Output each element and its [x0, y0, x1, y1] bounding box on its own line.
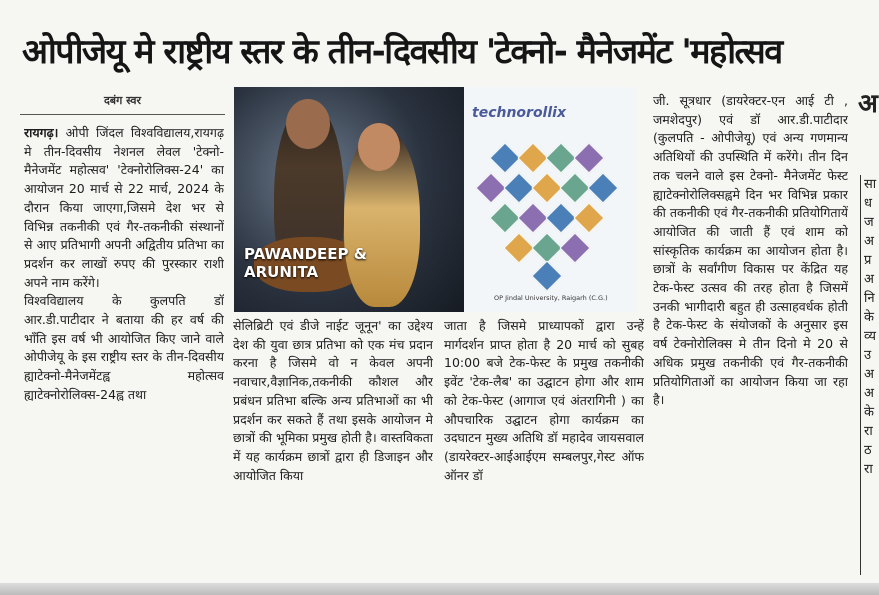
column-1-text: ओपी जिंदल विश्वविद्यालय,रायगढ़ मे तीन-दिवसीय नेशनल लेवल 'टेक्नो-मैनेजमेंट महोत्सव' 'टेक्नोरोलिक्स-24' का आयोजन 20 मार्च से 22 मार्च, 2024 के दौरान किया जाएगा,जिसमे देश भर से विभिन्न तकनीकी एवं गैर-तकनीकी संस्थानों से आए प्रतिभागी अपनी अद्वितीय प्रतिभा का प्रदर्शन कर लाखों रुपए की पुरस्कार राशी अपने नाम करेंगे। विश्वविद्यालय के कुलपति डॉ आर.डी.पाटीदार ने बताया की हर वर्ष की भाँति इस वर्ष भी आयोजित किए जाने वाले ओपीजेयू के इस राष्ट्रीय स्तर के तीन-दिवसीय ह्याटेक्नो-मैनेजमेंटह्व महोत्सव ह्याटेक्नोरोलिक्स-24ह्व तथा [24, 125, 224, 402]
poster-tile [475, 172, 506, 203]
poster-tile [573, 142, 604, 173]
article-column-1 [24, 124, 224, 574]
technorollix-poster [464, 87, 638, 312]
performer-female-head [358, 123, 400, 171]
byline: दबंग स्वर [103, 94, 142, 107]
name-tag-line-2: ARUNITA [244, 263, 319, 281]
headline: ओपीजेयू मे राष्ट्रीय स्तर के तीन-दिवसीय 'टेक्नो- मैनेजमेंट 'महोत्सव [22, 32, 782, 72]
adjacent-article-edge-column: सा ध ज अ प्र अ नि के व्य उ अ अ के रा ठ रा [860, 175, 879, 575]
event-photo [234, 87, 638, 312]
article-column-4: जी. सूत्रधार (डायरेक्टर-एन आई टी , जमशेदपुर) एवं डॉ आर.डी.पाटीदार (कुलपति - ओपीजेयू) एवं अन्य गणमान्य अतिथियों की उपस्थिति में करेंगे। तीन दिन तक चलने वाले इस टेक्नो- मैनेजमेंट फेस्ट ह्याटेक्नोरोलिक्सह्वमे दिन भर विभिन्न प्रकार की तकनीकी एवं गैर-तकनीकी प्रतियोगितायें आयोजित की जाती हैं एवं शाम को सांस्कृतिक कार्यक्रम का आयोजन होता है। छात्रों के सर्वांगीण विकास पर केंद्रित यह टेक-फेस्ट उत्सव की तरह होता है जिसमें उनकी भागीदारी बहुत ही उत्साहवर्धक होती है टेक-फेस्ट के संयोजकों के अनुसार इस वर्ष टेक्नोरोलिक्स मे तीन दिनो मे 20 से अधिक प्रमुख तकनीकी एवं गैर-तकनीकी प्रतियोगिताओं का आयोजन किया जा रहा है। [653, 93, 848, 408]
performer-male-head [286, 99, 330, 149]
poster-tile [559, 172, 590, 203]
poster-logo: technorollix [472, 105, 566, 121]
poster-tile [559, 232, 590, 263]
article-column-2: सेलिब्रिटी एवं डीजे नाईट जूनून' का उद्देश्य देश की युवा छात्र प्रतिभा को एक मंच प्रदान करना है जिसमे वो न केवल अपनी नवाचार,वैज्ञानिक,तकनीकी कौशल और प्रबंधन प्रतिभा बल्कि अन्य प्रतिभाओं का भी प्रदर्शन कर सकते हैं तथा इसके आयोजन मे छात्रों की भूमिका प्रमुख होती है। वास्तविकता में यह कार्यक्रम छात्रों द्वारा ही डिजाइन और आयोजित किया [233, 318, 433, 483]
poster-tile [531, 260, 562, 291]
dateline: रायगढ़। [24, 125, 59, 140]
concert-stage-image [234, 87, 464, 312]
name-tag-line-1: PAWANDEEP & [244, 245, 367, 263]
poster-footer: OP Jindal University, Raigarh (C.G.) [494, 294, 608, 302]
clipped-next-article-strip [0, 583, 879, 595]
adjacent-article-fragment: अ [858, 89, 878, 119]
poster-tile [503, 172, 534, 203]
poster-tile [517, 142, 548, 173]
poster-tile [587, 172, 618, 203]
poster-tile [545, 142, 576, 173]
poster-tile [545, 202, 576, 233]
clipped-previous-article-strip [0, 0, 879, 8]
poster-tile [489, 142, 520, 173]
poster-tile [531, 172, 562, 203]
poster-tile [531, 232, 562, 263]
poster-tile [503, 232, 534, 263]
poster-tile [573, 202, 604, 233]
performer-name-tag [244, 245, 459, 281]
poster-tile [489, 202, 520, 233]
poster-tile [517, 202, 548, 233]
article-column-3: जाता है जिसमे प्राध्यापकों द्वारा उन्हें मार्गदर्शन प्राप्त होता है 20 मार्च को सुबह 10:00 बजे टेक-फेस्ट के प्रमुख तकनीकी इवेंट 'टेक-लैब' का उद्घाटन होगा और शाम को टेक-फेस्ट (आगाज एवं अंतरागिनी ) का औपचारिक उद्घाटन होगा कार्यक्रम का उदघाटन मुख्य अतिथि डॉ महादेव जायसवाल (डायरेक्टर-आईआईएम सम्बलपुर,गेस्ट ऑफ ऑनर डॉ [444, 318, 644, 483]
byline-rule [20, 114, 225, 115]
